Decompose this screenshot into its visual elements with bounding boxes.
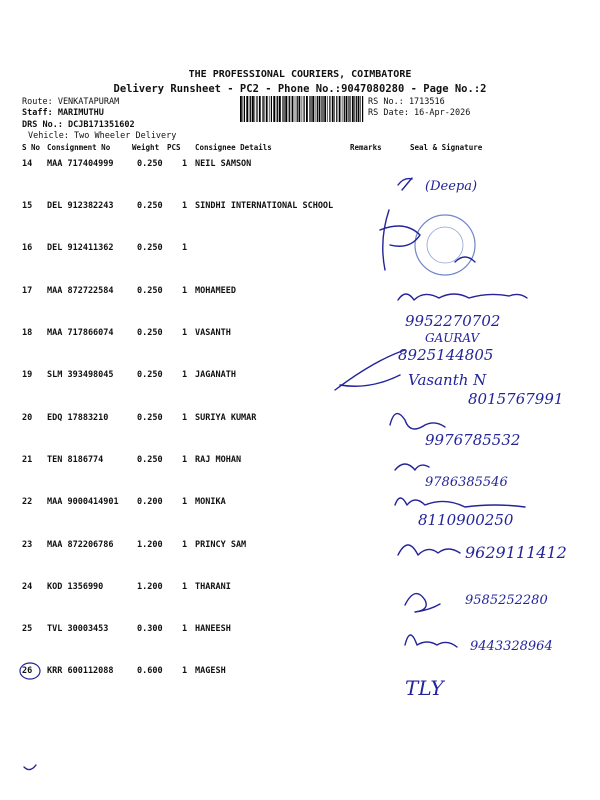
row-consignee-name: PRINCY SAM: [195, 540, 247, 550]
staff-label: Staff: MARIMUTHU: [22, 108, 104, 118]
handwritten-phone: 8015767991: [468, 390, 564, 408]
signature-scribble: [395, 498, 525, 507]
handwritten-phone: 9976785532: [425, 431, 521, 449]
row-consignee-name: SINDHI INTERNATIONAL SCHOOL: [195, 201, 334, 211]
signature-scribble: [398, 178, 412, 190]
handwritten-phone: 9786385546: [425, 475, 508, 490]
handwritten-phone: 8110900250: [418, 511, 514, 529]
row-weight: 1.200: [137, 582, 163, 592]
row-consignee-name: JAGANATH: [195, 370, 236, 380]
handwritten-phone: 9629111412: [465, 543, 567, 562]
vehicle-label: Vehicle: Two Wheeler Delivery: [28, 131, 177, 141]
row-pcs: 1: [182, 413, 188, 423]
row-consignment-number: TEN 8186774: [47, 455, 104, 465]
row-sno: 23: [22, 540, 33, 550]
row-weight: 1.200: [137, 540, 163, 550]
signature-scribble: [405, 594, 440, 612]
row-sno: 22: [22, 497, 33, 507]
row-consignment-number: SLM 393498045: [47, 370, 114, 380]
page-subtitle: Delivery Runsheet - PC2 - Phone No.:9047080280 - Page No.:2: [113, 83, 487, 95]
signature-scribble: [395, 464, 429, 470]
handwritten-phone: 9585252280: [465, 593, 548, 608]
handwritten-phone: 9443328964: [470, 639, 553, 654]
handwritten-phone: 9952270702: [405, 312, 501, 330]
row-sno: 20: [22, 413, 33, 423]
row-pcs: 1: [182, 455, 188, 465]
row-consignment-number: MAA 872206786: [47, 540, 114, 550]
row-weight: 0.250: [137, 455, 163, 465]
row-pcs: 1: [182, 243, 188, 253]
row-consignment-number: EDQ 17883210: [47, 413, 109, 423]
row-pcs: 1: [182, 540, 188, 550]
row-consignment-number: MAA 717866074: [47, 328, 114, 338]
row-consignment-number: MAA 9000414901: [47, 497, 119, 507]
circle-mark: [20, 663, 40, 679]
row-pcs: 1: [182, 159, 188, 169]
row-pcs: 1: [182, 286, 188, 296]
route-label: Route: VENKATAPURAM: [22, 97, 120, 107]
row-consignment-number: KRR 600112088: [47, 666, 114, 676]
row-pcs: 1: [182, 497, 188, 507]
column-header-consignee: Consignee Details: [195, 143, 272, 152]
row-consignee-name: RAJ MOHAN: [195, 455, 242, 465]
row-pcs: 1: [182, 328, 188, 338]
row-sno: 19: [22, 370, 33, 380]
row-sno: 24: [22, 582, 33, 592]
row-consignment-number: DEL 912382243: [47, 201, 114, 211]
row-weight: 0.250: [137, 413, 163, 423]
row-weight: 0.250: [137, 243, 163, 253]
signature-scribble: [405, 635, 457, 647]
handwritten-name: GAURAV: [425, 331, 480, 345]
row-weight: 0.200: [137, 497, 163, 507]
row-sno: 25: [22, 624, 33, 634]
rs-date: RS Date: 16-Apr-2026: [368, 108, 471, 118]
row-weight: 0.300: [137, 624, 163, 634]
row-sno: 17: [22, 286, 33, 296]
handwritten-phone: 8925144805: [398, 346, 494, 364]
row-sno: 26: [22, 666, 33, 676]
column-header-weight: Weight: [132, 143, 160, 152]
row-weight: 0.600: [137, 666, 163, 676]
row-consignment-number: TVL 30003453: [47, 624, 109, 634]
handwritten-name: Vasanth N: [408, 371, 487, 389]
handwritten-deepa: (Deepa): [425, 179, 478, 194]
row-weight: 0.250: [137, 286, 163, 296]
row-pcs: 1: [182, 201, 188, 211]
row-sno: 15: [22, 201, 33, 211]
row-weight: 0.250: [137, 201, 163, 211]
row-consignment-number: KOD 1356990: [47, 582, 104, 592]
row-consignment-number: DEL 912411362: [47, 243, 114, 253]
row-weight: 0.250: [137, 159, 163, 169]
row-consignment-number: MAA 872722584: [47, 286, 114, 296]
row-consignee-name: HANEESH: [195, 624, 231, 634]
signature-scribble: [398, 294, 527, 300]
page-title: THE PROFESSIONAL COURIERS, COIMBATORE: [188, 69, 412, 80]
row-weight: 0.250: [137, 370, 163, 380]
row-pcs: 1: [182, 624, 188, 634]
column-header-sno: S No: [22, 143, 41, 152]
signature-scribble: [398, 545, 460, 555]
row-sno: 14: [22, 159, 33, 169]
signature-scribble: [335, 350, 405, 390]
drs-number: DRS No.: DCJB171351602: [22, 120, 135, 130]
row-consignee-name: MONIKA: [195, 497, 226, 507]
school-seal-stamp: [415, 215, 475, 275]
row-consignee-name: NEIL SAMSON: [195, 159, 252, 169]
row-consignee-name: MAGESH: [195, 666, 226, 676]
column-header-consignment: Consignment No: [47, 143, 111, 152]
signature-scribble: [390, 414, 445, 429]
row-consignee-name: THARANI: [195, 582, 231, 592]
row-sno: 16: [22, 243, 33, 253]
row-consignee-name: SURIYA KUMAR: [195, 413, 257, 423]
row-sno: 21: [22, 455, 33, 465]
row-pcs: 1: [182, 370, 188, 380]
row-sno: 18: [22, 328, 33, 338]
column-header-seal: Seal & Signature: [410, 143, 483, 152]
rs-number: RS No.: 1713516: [368, 97, 445, 107]
row-pcs: 1: [182, 582, 188, 592]
row-consignee-name: MOHAMEED: [195, 286, 236, 296]
column-header-remarks: Remarks: [350, 143, 382, 152]
row-pcs: 1: [182, 666, 188, 676]
row-consignment-number: MAA 717404999: [47, 159, 114, 169]
column-header-pcs: PCS: [167, 143, 181, 152]
handwritten-initials: TLY: [405, 676, 444, 700]
row-weight: 0.250: [137, 328, 163, 338]
row-consignee-name: VASANTH: [195, 328, 231, 338]
ink-mark: [24, 765, 36, 770]
